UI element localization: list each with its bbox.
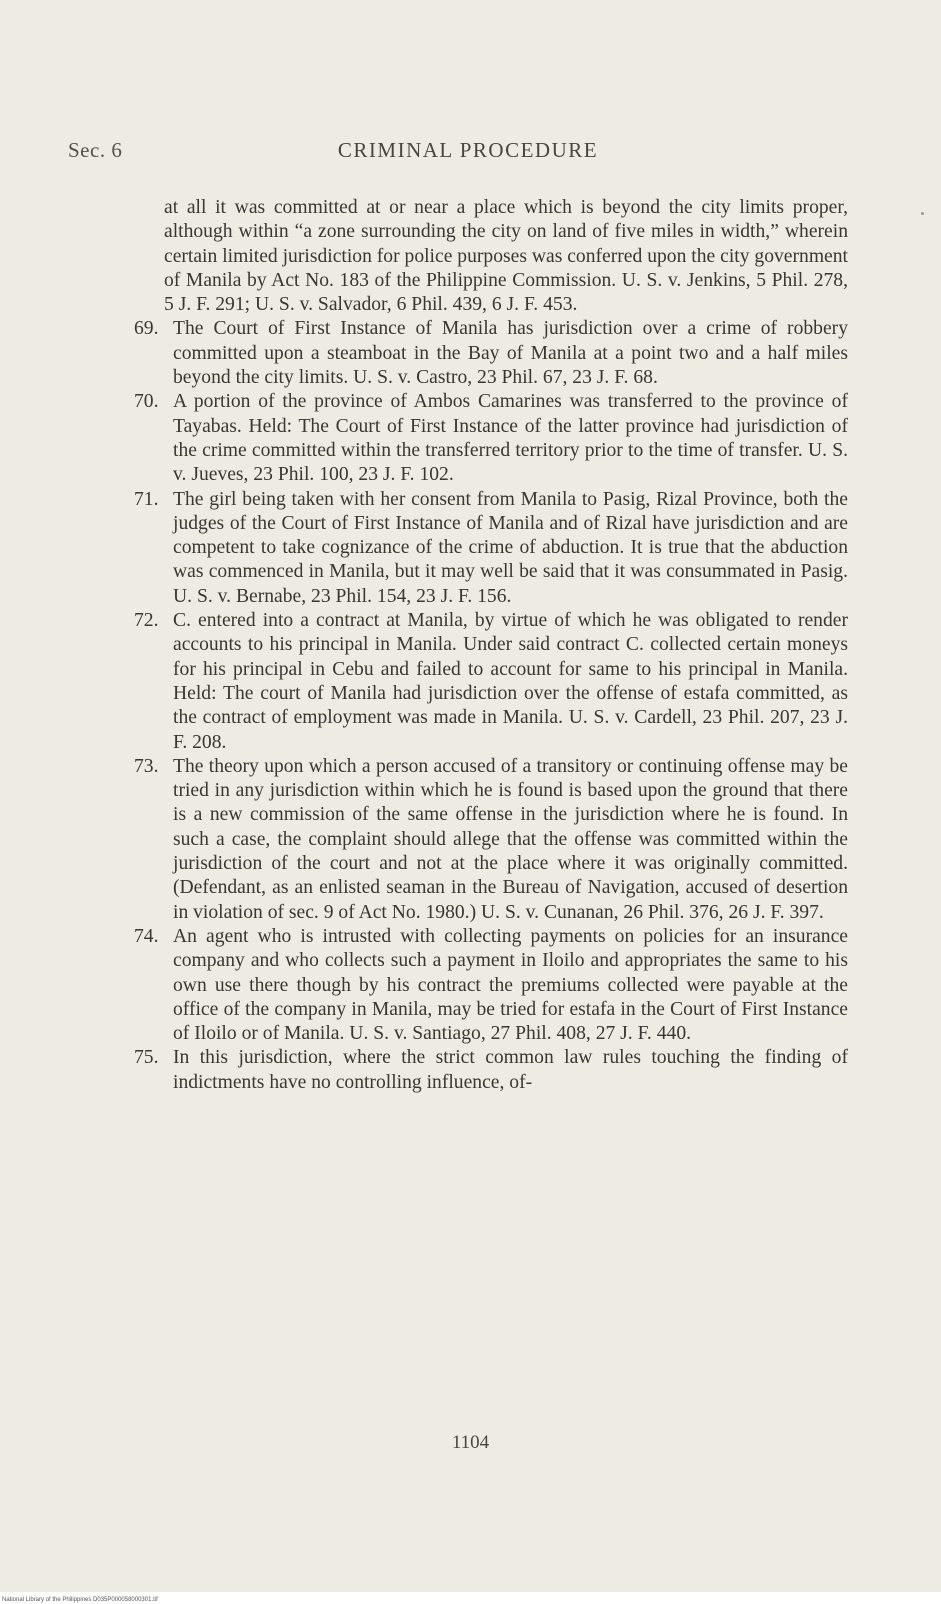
paragraph-number: 69.: [134, 318, 159, 340]
section-label: Sec. 6: [68, 138, 123, 162]
numbered-paragraph: [134, 317, 848, 390]
scan-footer-text: National Library of the Philippines D035P000058000301.tif: [2, 1597, 158, 1603]
paragraph-number: 72.: [134, 610, 159, 632]
paragraph-text: The Court of First Instance of Manila has jurisdiction over a crime of robbery committed upon a steamboat in the Bay of Manila at a point two and a half miles beyond the city limits. U. S. v. Castro, 23 Phil. 67, 23 J. F. 68.: [173, 318, 848, 389]
paragraph-text: In this jurisdiction, where the strict common law rules touching the finding of indictments have no controlling influence, of-: [173, 1047, 848, 1093]
paragraph-text: at all it was committed at or near a place which is beyond the city limits proper, although within “a zone surrounding the city on land of five miles in width,” wherein certain limited jurisdiction for police purposes was conferred upon the city government of Manila by Act No. 183 of the Philippine Commission. U. S. v. Jenkins, 5 Phil. 278, 5 J. F. 291; U. S. v. Salvador, 6 Phil. 439, 6 J. F. 453.: [164, 197, 848, 316]
numbered-paragraph: [134, 1046, 848, 1095]
paragraph-number: 71.: [134, 488, 159, 510]
body-text: [134, 196, 848, 1095]
numbered-paragraph: [134, 755, 848, 925]
paragraph-number: 73.: [134, 755, 159, 777]
paragraph-text: C. entered into a contract at Manila, by virtue of which he was obligated to render accounts to his principal in Manila. Under said contract C. collected certain moneys for his principal in Cebu and failed to account for same to his principal in Manila. Held: The court of Manila had jurisdiction over the offense of estafa committed, as the contract of employment was made in Manila. U. S. v. Cardell, 23 Phil. 207, 23 J. F. 208.: [173, 610, 848, 753]
numbered-paragraph: [134, 925, 848, 1046]
page-number: 1104: [451, 1432, 490, 1453]
paragraph-number: 74.: [134, 925, 159, 947]
numbered-paragraph: [134, 390, 848, 487]
paragraph-number: 75.: [134, 1047, 159, 1069]
paragraph-text: An agent who is intrusted with collecting payments on policies for an insurance company and who collects such a payment in Iloilo and appropriates the same to his own use there though by his contract the premiums collected were payable at the office of the company in Manila, may be tried for estafa in the Court of First Instance of Iloilo or of Manila. U. S. v. Santiago, 27 Phil. 408, 27 J. F. 440.: [173, 925, 848, 1045]
paragraph-continued: [134, 196, 848, 317]
paragraph-text: A portion of the province of Ambos Camarines was transferred to the province of Tayabas. Held: The Court of First Instance of the latter province had jurisdiction of the crime committed within the transferred territory prior to the time of transfer. U. S. v. Jueves, 23 Phil. 100, 23 J. F. 102.: [173, 391, 848, 486]
numbered-paragraph: [134, 609, 848, 755]
numbered-paragraph: [134, 488, 848, 609]
paragraph-text: The theory upon which a person accused of a transitory or continuing offense may be tried in any jurisdiction within which he is found is based upon the ground that there is a new commission of the same offense in the jurisdiction where he is found. In such a case, the complaint should allege that the offense was committed within the jurisdiction of the court and not at the place where it was originally committed. (Defendant, as an enlisted seaman in the Bureau of Navigation, accused of desertion in violation of sec. 9 of Act No. 1980.) U. S. v. Cunanan, 26 Phil. 376, 26 J. F. 397.: [173, 755, 848, 923]
paragraph-text: The girl being taken with her consent from Manila to Pasig, Rizal Province, both the judges of the Court of First Instance of Manila and of Rizal have jurisdiction and are competent to take cognizance of the crime of abduction. It is true that the abduction was commenced in Manila, but it may well be said that it was consummated in Pasig. U. S. v. Bernabe, 23 Phil. 154, 23 J. F. 156.: [173, 488, 848, 607]
paragraph-number: 70.: [134, 391, 159, 413]
scan-footer: [0, 1592, 941, 1604]
running-title: CRIMINAL PROCEDURE: [337, 138, 599, 162]
running-header: [68, 138, 868, 168]
paper-speck: [921, 212, 924, 215]
